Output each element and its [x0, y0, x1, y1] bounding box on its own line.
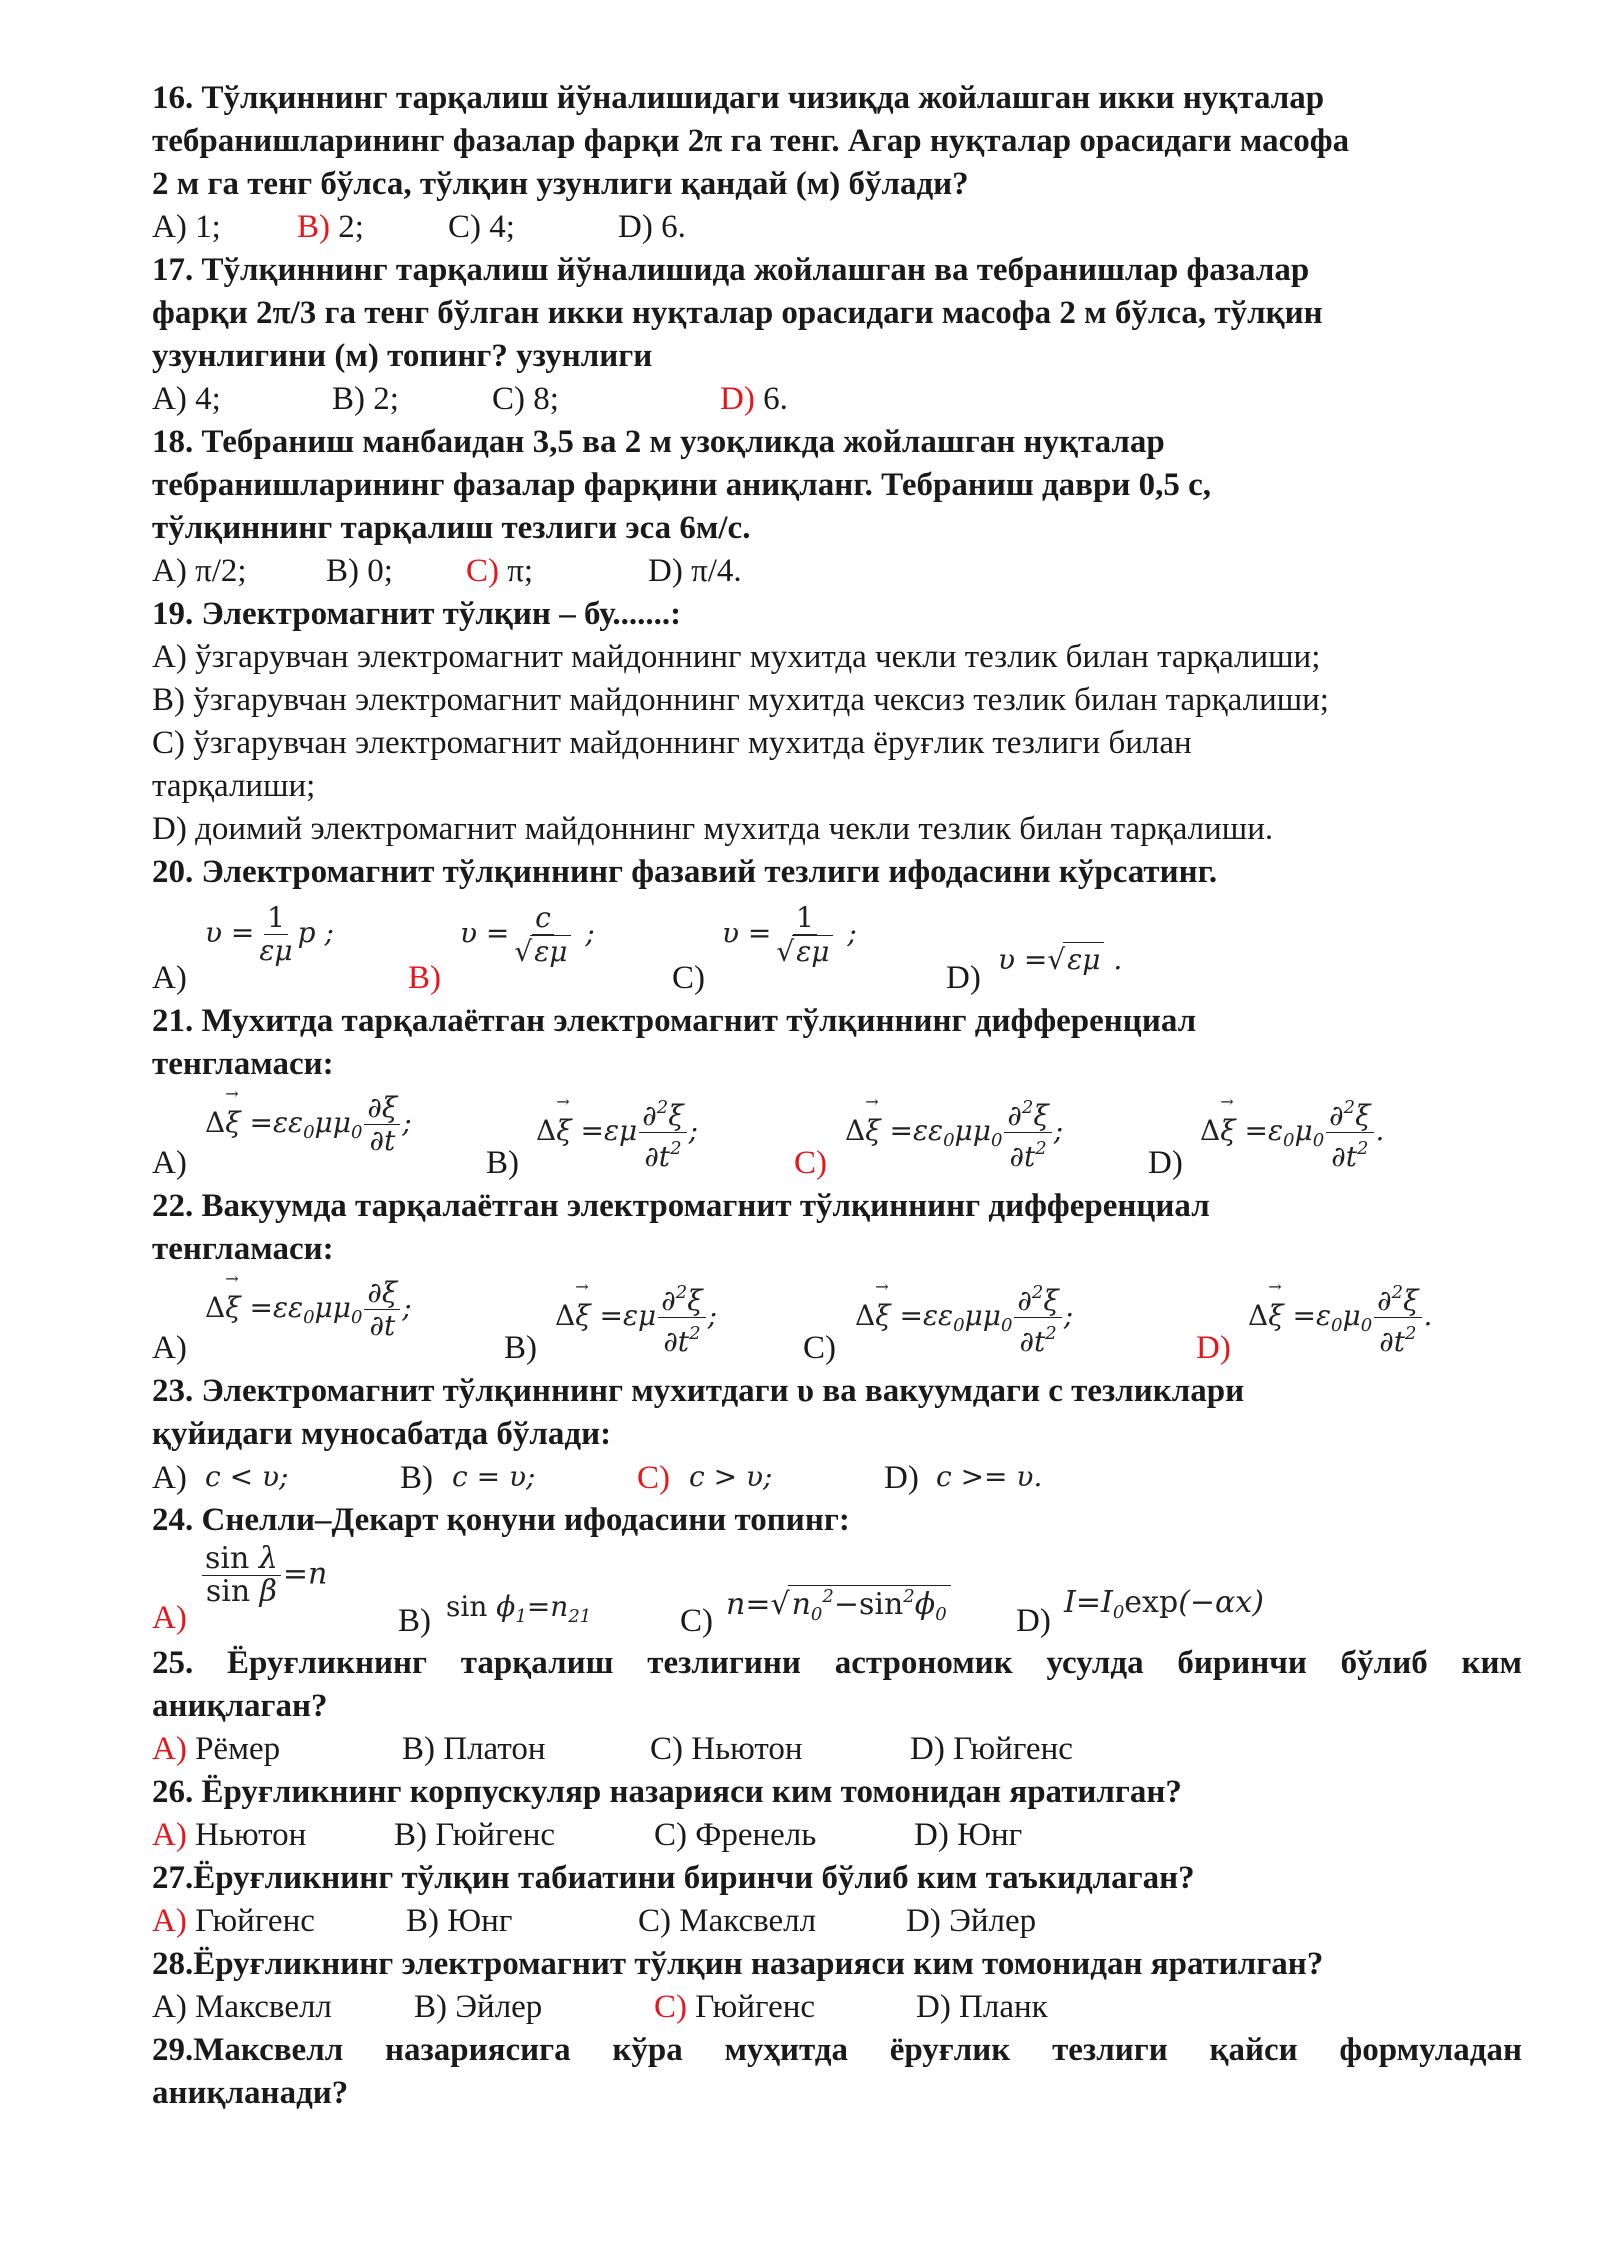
- q19-option-c[interactable]: C) ўзгарувчан электромагнит майдоннинг мухитда ёруғлик тезлиги билан: [152, 725, 1192, 761]
- q20-question: 20. Электромагнит тўлқиннинг фазавий тезлиги ифодасини кўрсатинг.: [152, 854, 1218, 890]
- q20-option-b-letter-correct[interactable]: B): [408, 960, 441, 996]
- q27-option-c-text: Максвелл: [671, 1903, 817, 1939]
- q22-option-d-letter-correct[interactable]: D): [1196, 1330, 1231, 1366]
- q27-option-c-letter[interactable]: C): [638, 1903, 671, 1939]
- q25-option-d-text: Гюйгенс: [944, 1731, 1073, 1767]
- q27-option-d-text: Эйлер: [940, 1903, 1037, 1939]
- q17-option-d-letter-correct[interactable]: D): [720, 381, 755, 417]
- q25-option-b-letter[interactable]: B): [402, 1731, 435, 1767]
- q28-option-b-letter[interactable]: B): [414, 1989, 447, 2025]
- q23-formula-d: c >= υ.: [936, 1460, 1043, 1493]
- q22-option-a-letter[interactable]: A): [152, 1330, 187, 1366]
- q17-option-a-letter[interactable]: A): [152, 381, 187, 417]
- q20-option-d-letter[interactable]: D): [946, 960, 981, 996]
- q17-option-b-text: 2;: [365, 381, 399, 417]
- q25-option-c-text: Ньютон: [683, 1731, 803, 1767]
- q18-option-b-text: 0;: [359, 553, 393, 589]
- q27-option-d-letter[interactable]: D): [906, 1903, 941, 1939]
- q16-option-b-letter-correct[interactable]: B): [297, 209, 330, 245]
- q29-line-1: 29.Максвелл назариясига кўра муҳитда ёруғлик тезлиги қайси формуладан: [152, 2032, 1522, 2068]
- q21-formula-a: $\Delta\to \xi =\varepsilon\varepsilon_0\mu\mu_0$ $\frac{\partial\xi}{\partial t}$ ;: [205, 1092, 412, 1157]
- q16-option-a-text: 1;: [186, 209, 221, 245]
- q20-option-a-letter[interactable]: A): [152, 960, 187, 996]
- q18-option-a-text: π/2;: [186, 553, 247, 589]
- q19-option-c-cont: тарқалиши;: [152, 768, 316, 804]
- q18-line-3: тўлқиннинг тарқалиш тезлиги эса 6м/с.: [152, 510, 751, 546]
- q22-formula-c: $\Delta\to \xi =\varepsilon\varepsilon_0\mu\mu_0$ $\frac{\partial^2\xi}{\partial t^2}$ ;: [855, 1277, 1073, 1358]
- q28-option-d-text: Планк: [950, 1989, 1048, 2025]
- q28-option-a-text: Максвелл: [186, 1989, 332, 2025]
- q25-option-a-letter-correct[interactable]: A): [152, 1731, 187, 1767]
- q25-option-b-text: Платон: [435, 1731, 546, 1767]
- q23-formula-c: c > υ;: [689, 1460, 773, 1493]
- q18-line-2: тебранишларининг фазалар фарқини аниқланг. Тебраниш даври 0,5 с,: [152, 467, 1211, 503]
- q25-option-a-text: Рёмер: [186, 1731, 281, 1767]
- q23-option-d-letter[interactable]: D): [884, 1460, 919, 1496]
- q22-option-b-letter[interactable]: B): [504, 1330, 537, 1366]
- q23-formula-a: c < υ;: [205, 1460, 289, 1493]
- q18-option-a-letter[interactable]: A): [152, 553, 187, 589]
- q18-option-d-letter[interactable]: D): [648, 553, 683, 589]
- q21-formula-d: $\Delta\to \xi =\varepsilon_0\mu_0$ $\frac{\partial^2\xi}{\partial t^2}$ .: [1200, 1092, 1384, 1173]
- q26-option-a-text: Ньютон: [186, 1817, 307, 1853]
- q28-option-d-letter[interactable]: D): [916, 1989, 951, 2025]
- q18-option-d-text: π/4.: [682, 553, 742, 589]
- q19-option-b[interactable]: B) ўзгарувчан электромагнит майдоннинг мухитда чексиз тезлик билан тарқалиши;: [152, 682, 1329, 718]
- q19-option-d[interactable]: D) доимий электромагнит майдоннинг мухитда чекли тезлик билан тарқалиши.: [152, 811, 1274, 847]
- q21-line-2: тенгламаси:: [152, 1046, 334, 1082]
- q22-formula-a: $\Delta\to \xi =\varepsilon\varepsilon_0\mu\mu_0$ $\frac{\partial\xi}{\partial t}$ ;: [205, 1277, 412, 1342]
- q24-option-a-letter-correct[interactable]: A): [152, 1600, 187, 1636]
- q22-formula-d: $\Delta\to \xi =\varepsilon_0\mu_0$ $\frac{\partial^2\xi}{\partial t^2}$ .: [1248, 1277, 1432, 1358]
- q23-line-1: 23. Электромагнит тўлқиннинг мухитдаги υ ва вакуумдаги c тезликлари: [152, 1373, 1245, 1409]
- q28-option-c-letter-correct[interactable]: C): [654, 1989, 687, 2025]
- q26-option-c-text: Френель: [687, 1817, 817, 1853]
- q21-formula-b: Δ→ ξ =εμ $\frac{\partial^2\xi}{\partial t^2}$ ;: [536, 1092, 698, 1173]
- q16-option-d-text: 6.: [652, 209, 686, 245]
- q22-line-1: 22. Вакуумда тарқалаётган электромагнит тўлқиннинг дифференциал: [152, 1188, 1210, 1224]
- q17-option-c-text: 8;: [525, 381, 559, 417]
- q18-option-b-letter[interactable]: B): [326, 553, 359, 589]
- q20-option-c-letter[interactable]: C): [672, 960, 705, 996]
- q19-option-a[interactable]: A) ўзгарувчан электромагнит майдоннинг мухитда чекли тезлик билан тарқалиши;: [152, 639, 1321, 675]
- q24-formula-a: $\frac{\text{sin λ}}{\text{sin β}}$ =n: [200, 1543, 327, 1608]
- q26-option-b-letter[interactable]: B): [394, 1817, 427, 1853]
- q28-option-c-text: Гюйгенс: [687, 1989, 816, 2025]
- q21-line-1: 21. Мухитда тарқалаётган электромагнит тўлқиннинг дифференциал: [152, 1003, 1197, 1039]
- q16-option-a-letter[interactable]: A): [152, 209, 187, 245]
- q16-option-b-text: 2;: [330, 209, 364, 245]
- q24-option-c-letter[interactable]: C): [680, 1603, 713, 1639]
- q26-option-b-text: Гюйгенс: [427, 1817, 556, 1853]
- q17-line-1: 17. Тўлқиннинг тарқалиш йўналишида жойлашган ва тебранишлар фазалар: [152, 252, 1310, 288]
- q21-option-b-letter[interactable]: B): [486, 1145, 519, 1181]
- q24-question: 24. Снелли–Декарт қонуни ифодасини топинг:: [152, 1502, 850, 1538]
- q16-option-c-text: 4;: [481, 209, 515, 245]
- q25-option-c-letter[interactable]: C): [650, 1731, 683, 1767]
- q24-option-b-letter[interactable]: B): [398, 1603, 431, 1639]
- q20-formula-c: υ = $\frac{1}{√\varepsilon\mu}$ ;: [722, 901, 857, 968]
- q16-line-1: 16. Тўлқиннинг тарқалиш йўналишидаги чизиқда жойлашган икки нуқталар: [152, 80, 1325, 116]
- q29-line-2: аниқланади?: [152, 2075, 349, 2111]
- q20-formula-b: υ = $\frac{c}{√\varepsilon\mu}$ ;: [460, 901, 595, 968]
- q25-line-1: 25. Ёруғликнинг тарқалиш тезлигини астрономик усулда биринчи бўлиб ким: [152, 1645, 1522, 1681]
- q23-formula-b: c = υ;: [452, 1460, 536, 1493]
- q23-option-a-letter[interactable]: A): [152, 1460, 187, 1496]
- q24-formula-c: $n=√n_0^2-\sin^2\phi_0$: [726, 1585, 951, 1625]
- q22-line-2: тенгламаси:: [152, 1231, 334, 1267]
- q16-option-d-letter[interactable]: D): [618, 209, 653, 245]
- q16-option-c-letter[interactable]: C): [448, 209, 481, 245]
- q17-option-b-letter[interactable]: B): [332, 381, 365, 417]
- q24-formula-b: $\sin \phi_1=n_{21}$: [446, 1590, 592, 1627]
- q23-option-c-letter-correct[interactable]: C): [637, 1460, 670, 1496]
- q19-question: 19. Электромагнит тўлқин – бу.......:: [152, 596, 682, 632]
- q28-question: 28.Ёруғликнинг электромагнит тўлқин назарияси ким томонидан яратилган?: [152, 1946, 1324, 1982]
- q27-option-b-letter[interactable]: B): [406, 1903, 439, 1939]
- q28-option-b-text: Эйлер: [447, 1989, 543, 2025]
- q27-option-a-letter-correct[interactable]: A): [152, 1903, 187, 1939]
- q25-option-d-letter[interactable]: D): [910, 1731, 945, 1767]
- q26-option-d-letter[interactable]: D): [914, 1817, 949, 1853]
- q26-question: 26. Ёруғликнинг корпускуляр назарияси ким томонидан яратилган?: [152, 1774, 1182, 1810]
- q21-option-d-letter[interactable]: D): [1148, 1145, 1183, 1181]
- q21-option-c-letter-correct[interactable]: C): [794, 1145, 827, 1181]
- q20-formula-a: υ = $\frac{1}{\varepsilon\mu}$ p ;: [205, 901, 334, 967]
- q22-option-c-letter[interactable]: C): [803, 1330, 836, 1366]
- q18-option-c-text: π;: [499, 553, 534, 589]
- q24-formula-d: $I=I_0\exp(-\alpha x)$: [1064, 1585, 1264, 1623]
- q17-line-3: узунлигини (м) топинг? узунлиги: [152, 338, 653, 374]
- q24-option-d-letter[interactable]: D): [1016, 1603, 1051, 1639]
- q18-option-c-letter-correct[interactable]: C): [466, 553, 499, 589]
- q17-option-d-text: 6.: [754, 381, 788, 417]
- q27-question: 27.Ёруғликнинг тўлқин табиатини биринчи бўлиб ким таъкидлаган?: [152, 1860, 1195, 1896]
- q16-line-2: тебранишларининг фазалар фарқи 2π га тенг. Агар нуқталар орасидаги масофа: [152, 123, 1350, 159]
- q20-formula-d: υ =√εμ .: [998, 943, 1123, 976]
- q22-formula-b: Δ→ ξ =εμ $\frac{\partial^2\xi}{\partial t^2}$ ;: [555, 1277, 717, 1358]
- q18-line-1: 18. Тебраниш манбаидан 3,5 ва 2 м узоқликда жойлашган нуқталар: [152, 424, 1165, 460]
- q16-line-3: 2 м га тенг бўлса, тўлқин узунлиги қандай (м) бўлади?: [152, 166, 969, 202]
- q23-option-b-letter[interactable]: B): [400, 1460, 433, 1496]
- q26-option-d-text: Юнг: [948, 1817, 1023, 1853]
- q26-option-a-letter-correct[interactable]: A): [152, 1817, 187, 1853]
- q27-option-a-text: Гюйгенс: [186, 1903, 315, 1939]
- q21-formula-c: $\Delta\to \xi =\varepsilon\varepsilon_0\mu\mu_0$ $\frac{\partial^2\xi}{\partial t^2}$ ;: [845, 1092, 1063, 1173]
- q17-option-a-text: 4;: [186, 381, 221, 417]
- q26-option-c-letter[interactable]: C): [654, 1817, 687, 1853]
- q17-line-2: фарқи 2π/3 га тенг бўлган икки нуқталар орасидаги масофа 2 м бўлса, тўлқин: [152, 295, 1323, 331]
- q21-option-a-letter[interactable]: A): [152, 1145, 187, 1181]
- q17-option-c-letter[interactable]: C): [492, 381, 525, 417]
- q25-line-2: аниқлаган?: [152, 1688, 328, 1724]
- q23-line-2: қуйидаги муносабатда бўлади:: [152, 1416, 612, 1452]
- q27-option-b-text: Юнг: [439, 1903, 513, 1939]
- q28-option-a-letter[interactable]: A): [152, 1989, 187, 2025]
